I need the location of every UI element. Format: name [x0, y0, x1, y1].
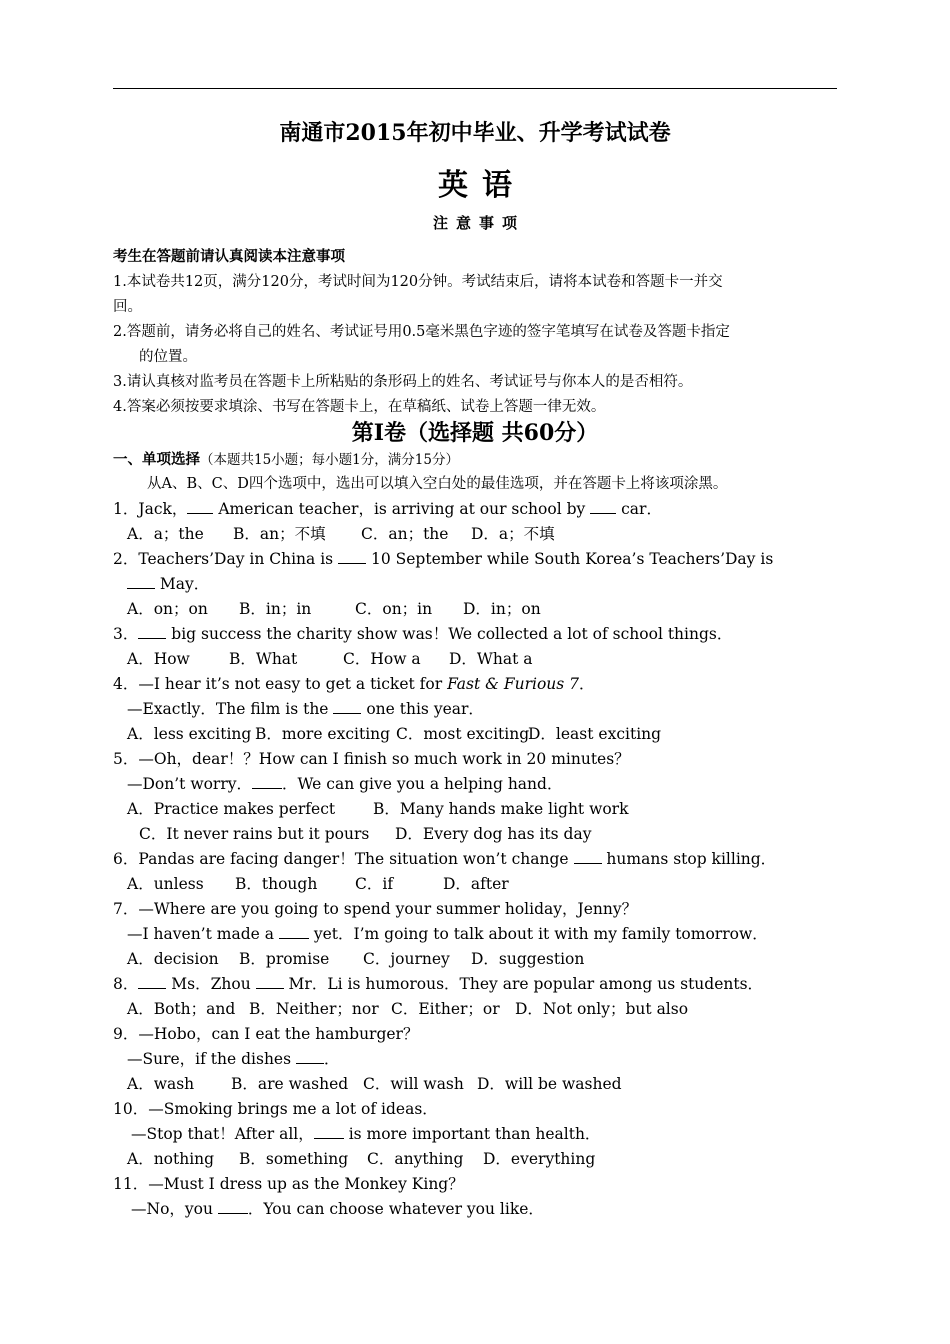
option: D．What a [449, 650, 533, 668]
option: D．least exciting [528, 725, 662, 743]
option: C．an；the [361, 525, 449, 543]
option: D．suggestion [471, 950, 585, 968]
question-9-options [127, 1074, 622, 1094]
question-3-options [127, 649, 532, 669]
question-2-cont: May． [127, 574, 209, 594]
question-3: 3． big success the charity show was！We collected a lot of school things． [113, 625, 733, 643]
option: B．Neither；nor [249, 1000, 379, 1018]
question-9: 9．—Hobo，can I eat the hamburger？ [113, 1025, 419, 1043]
question-2: 2．Teachers’Day in China is 10 September while South Korea’s Teachers’Day is [113, 550, 774, 568]
option: A．Practice makes perfect [127, 800, 336, 818]
option: A．less exciting [127, 725, 252, 743]
question-7: 7．—Where are you going to spend your summer holiday，Jenny？ [113, 900, 638, 918]
question-6: 6．Pandas are facing danger！The situation won’t change humans stop killing． [113, 850, 777, 868]
option: A．on；on [127, 600, 208, 618]
answer-blank [338, 549, 366, 564]
option: C．anything [367, 1150, 464, 1168]
question-6-options [127, 874, 509, 894]
part1-title: 第Ⅰ卷（选择题 共60分） [351, 420, 599, 446]
section-directions: 从A、B、C、D四个选项中，选出可以填入空白处的最佳选项，并在答题卡上将该项涂黑。 [147, 476, 728, 492]
question-8: 8． Ms．Zhou Mr．Li is humorous．They are popular among us students． [113, 975, 764, 993]
section-label: 一、单项选择 [113, 451, 200, 468]
answer-blank [218, 1199, 248, 1214]
answer-blank [279, 924, 309, 939]
question-5-options-row1 [127, 799, 629, 819]
exam-title: 南通市2015年初中毕业、升学考试试卷 [279, 120, 671, 146]
answer-blank [256, 974, 284, 989]
question-5-reply: —Don’t worry． ．We can give you a helping hand． [127, 775, 563, 793]
instruction-2: 2.答题前，请务必将自己的姓名、考试证号用0.5毫米黑色字迹的签字笔填写在试卷及答题卡指定 [113, 324, 730, 340]
instruction-4: 4.答案必须按要求填涂、书写在答题卡上，在草稿纸、试卷上答题一律无效。 [113, 399, 606, 415]
answer-blank [138, 624, 166, 639]
answer-blank [296, 1049, 324, 1064]
question-7-options [127, 949, 584, 969]
option: A．How [127, 650, 190, 668]
answer-blank [333, 699, 361, 714]
option: D．Not only；but also [515, 1000, 689, 1018]
option: C．Either；or [391, 1000, 500, 1018]
instructions-heading: 考生在答题前请认真阅读本注意事项 [113, 248, 345, 265]
header-rule [113, 88, 837, 89]
option: D．will be washed [477, 1075, 622, 1093]
option: A．nothing [127, 1150, 215, 1168]
option: B．promise [239, 950, 330, 968]
question-5-options-row2 [139, 824, 591, 844]
option: D．everything [483, 1150, 596, 1168]
question-4-reply: —Exactly．The film is the one this year． [127, 700, 484, 718]
question-10-reply: —Stop that！After all， is more important than health． [131, 1125, 601, 1143]
question-7-reply: —I haven’t made a yet．I’m going to talk about it with my family tomorrow． [127, 925, 768, 943]
question-9-reply: —Sure，if the dishes ． [127, 1050, 340, 1068]
option: C．will wash [363, 1075, 464, 1093]
option: D．in；on [463, 600, 541, 618]
option: B．Many hands make light work [373, 800, 629, 818]
option: A．Both；and [127, 1000, 236, 1018]
option: C．on；in [355, 600, 433, 618]
option: B．in；in [239, 600, 312, 618]
question-11-reply: —No，you ．You can choose whatever you like． [131, 1200, 544, 1218]
answer-blank [574, 849, 602, 864]
option: A．a；the [127, 525, 204, 543]
answer-blank [590, 499, 616, 514]
option: B．What [229, 650, 298, 668]
option: C．journey [363, 950, 450, 968]
question-5: 5．—Oh，dear！？How can I finish so much work in 20 minutes？ [113, 750, 630, 768]
question-1: 1．Jack， American teacher，is arriving at our school by car． [113, 500, 662, 518]
instruction-1: 1.本试卷共12页，满分120分，考试时间为120分钟。考试结束后，请将本试卷和答题卡一并交 [113, 274, 723, 290]
answer-blank [252, 774, 282, 789]
question-8-options [127, 999, 688, 1019]
option: A．decision [127, 950, 219, 968]
option: D．Every dog has its day [395, 825, 592, 843]
question-2-options [127, 599, 541, 619]
question-4-options [127, 724, 661, 744]
question-11: 11．—Must I dress up as the Monkey King？ [113, 1175, 464, 1193]
option: A．wash [127, 1075, 195, 1093]
answer-blank [138, 974, 166, 989]
option: C．most exciting [396, 725, 530, 743]
question-10: 10．—Smoking brings me a lot of ideas． [113, 1100, 438, 1118]
question-4: 4．—I hear it’s not easy to get a ticket for Fast & Furious 7． [113, 675, 595, 693]
notice-title: 注意事项 [432, 214, 525, 232]
instruction-3: 3.请认真核对监考员在答题卡上所粘贴的条形码上的姓名、考试证号与你本人的是否相符。 [113, 374, 693, 390]
option: B．an；不填 [233, 525, 326, 543]
subject-title: 英语 [438, 168, 526, 203]
answer-blank [127, 574, 155, 589]
option: C．if [355, 875, 394, 893]
option: C．How a [343, 650, 421, 668]
section-note: （本题共15小题；每小题1分，满分15分） [200, 452, 459, 468]
option: B．more exciting [255, 725, 391, 743]
instruction-1-cont: 回。 [113, 299, 142, 315]
instruction-2-cont: 的位置。 [139, 349, 197, 365]
option: B．something [239, 1150, 349, 1168]
question-10-options [127, 1149, 595, 1169]
answer-blank [314, 1124, 344, 1139]
option: A．unless [127, 875, 204, 893]
option: B．are washed [231, 1075, 349, 1093]
question-1-options [127, 524, 555, 544]
option: D．after [443, 875, 509, 893]
answer-blank [187, 499, 213, 514]
option: D．a；不填 [471, 525, 555, 543]
section-header [113, 450, 459, 470]
option: B．though [235, 875, 318, 893]
option: C．It never rains but it pours [139, 825, 370, 843]
